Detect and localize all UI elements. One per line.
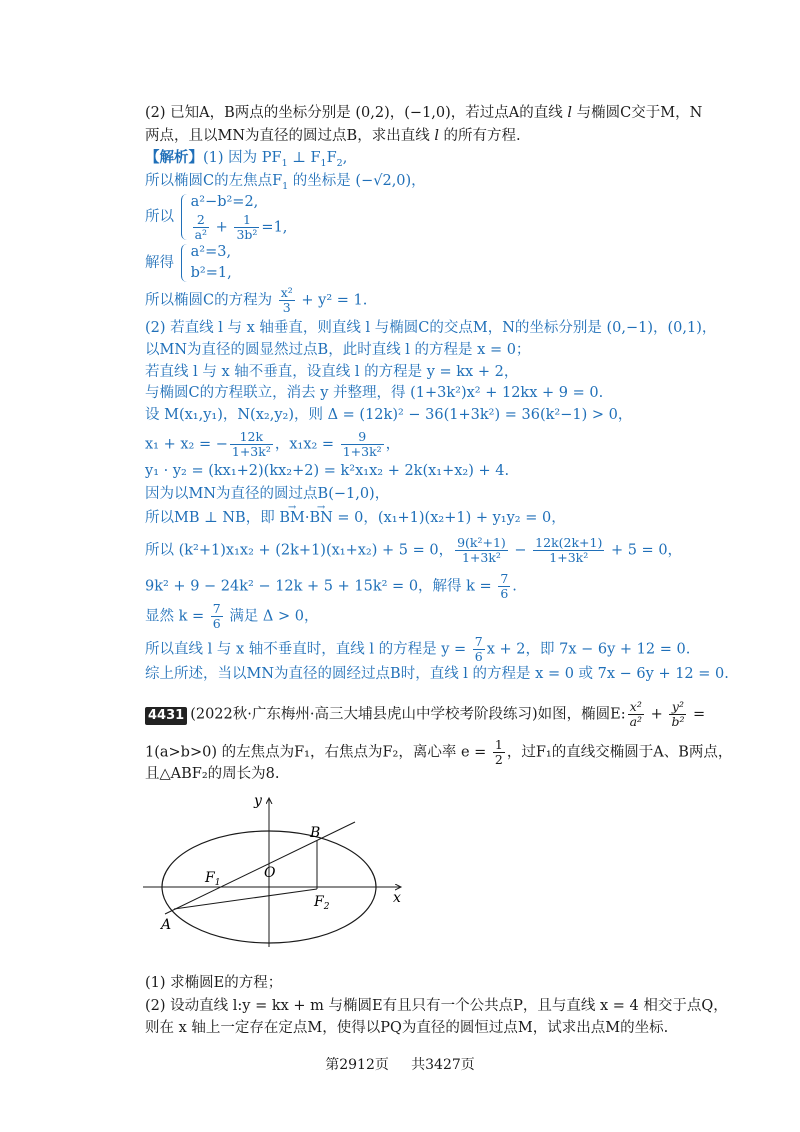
solution-ellipse-equation: 所以椭圆C的方程为 $\frac{\text{x²}}{3}$ + y² = 1. [145,285,368,315]
ellipse-diagram [143,792,413,952]
solution-b4: 与椭圆C的方程联立，消去 y 并整理，得 (1+3k²)x² + 12kx + 9 = 0. [145,385,604,401]
line-through-f1 [165,822,355,914]
solution-b11: 9k² + 9 − 24k² − 12k + 5 + 15k² = 0，解得 k = $\frac{7}{6}$ . [145,571,517,601]
x-label: x [393,890,401,906]
page-total: 共3427页 [411,1057,475,1073]
q4431-part1: (1) 求椭圆E的方程； [145,975,283,991]
q4431-line3: 且△ABF₂的周长为8. [145,766,280,782]
solution-b3: 若直线 l 与 x 轴不垂直，设直线 l 的方程是 y = kx + 2， [145,364,519,380]
solution-line2: 所以椭圆C的左焦点$F_1$ 的坐标是 (−√2,0)， [145,173,426,192]
problem2-line1: (2) 已知A，B两点的坐标分别是 (0,2)，(−1,0)，若过点A的直线 l 与椭圆C交于M，N [145,105,703,121]
f1-label: $F_1$ [205,870,221,888]
f2-label: $F_2$ [314,894,330,912]
solution-system1: 所以 a²−b²=2, $\frac{2}{\text{a²}}$ + $\frac{1}{\text{3b²}}$ =1, [145,194,288,242]
q4431-line2: 1(a>b>0) 的左焦点为F₁，右焦点为F₂，离心率 e = $\frac{1}{2}$ ，过F₁的直线交椭圆于A、B两点， [145,737,733,767]
q4431-part3: 则在 x 轴上一定存在定点M，使得以PQ为直径的圆恒过点M，试求出点M的坐标. [145,1020,669,1036]
question-number-badge: 4431 [145,707,187,725]
solution-b7: y₁ · y₂ = (kx₁+2)(kx₂+2) = k²x₁x₂ + 2k(x₁+x₂) + 4. [145,463,510,479]
solution-b10: 所以 (k²+1)x₁x₂ + (2k+1)(x₁+x₂) + 5 = 0， $\frac{\text{9(k²+1)}}{\text{1+3k²}}$ − $\frac{12k(2k+1)}{\text{1+3k²}}$ + 5 = 0， [145,535,683,565]
equation-system-1: a²−b²=2, $\frac{2}{\text{a²}}$ + $\frac{1}{\text{3b²}}$ =1, [181,192,288,242]
solution-b9: 所以MB ⊥ NB，即 → BM·→ BN = 0，(x₁+1)(x₂+1) + y₁y₂ = 0， [145,508,566,528]
q4431-part2: (2) 设动直线 l:y = kx + m 与椭圆E有且只有一个公共点P，且与直线 x = 4 相交于点Q， [145,998,728,1014]
y-label: y [254,793,262,809]
solution-b14: 综上所述，当以MN为直径的圆经过点B时，直线 l 的方程是 x = 0 或 7x − 6y + 12 = 0. [145,666,729,682]
solution-b2: 以MN为直径的圆显然过点B，此时直线 l 的方程是 x = 0； [145,342,531,358]
solution-b13: 所以直线 l 与 x 轴不垂直时，直线 l 的方程是 y = $\frac{7}{6}$ x + 2，即 7x − 6y + 12 = 0. [145,634,691,664]
solution-b5: 设 M(x₁,y₁)，N(x₂,y₂)，则 Δ = (12k)² − 36(1+3k²) = 36(k²−1) > 0， [145,407,633,423]
solution-b6: x₁ + x₂ = − $\frac{12k}{\text{1+3k²}}$ ，x₁x₂ = $\frac{9}{\text{1+3k²}}$ ， [145,429,401,459]
solution-b1: (2) 若直线 l 与 x 轴垂直，则直线 l 与椭圆C的交点M，N的坐标分别是 (0,−1)，(0,1)， [145,320,717,336]
point-b-label: B [310,825,321,841]
solution-tag: 【解析】 [145,149,203,166]
solution-system2: 解得 a²=3, b²=1, [145,242,232,284]
origin-label: O [264,865,276,881]
q4431-line1: 4431 (2022秋·广东梅州·高三大埔县虎山中学校考阶段练习)如图，椭圆E: $\frac{\text{x²}}{\text{a²}}$ + $\frac{\text{y²}}{\text{b²}}$ = [145,700,705,729]
solution-line1: 【解析】(1) 因为 $PF_1$ ⊥ $F_1F_2$, [145,149,348,169]
solution-b8: 因为以MN为直径的圆过点B(−1,0)， [145,486,390,502]
page-footer [0,1054,800,1074]
page-number: 第2912页 [325,1057,389,1073]
point-a-label: A [161,917,172,933]
problem2-line2: 两点，且以MN为直径的圆过点B，求出直线 l 的所有方程. [145,128,521,144]
solution-b12: 显然 k = $\frac{7}{6}$ 满足 Δ > 0， [145,601,319,631]
equation-system-2: a²=3, b²=1, [181,242,232,284]
